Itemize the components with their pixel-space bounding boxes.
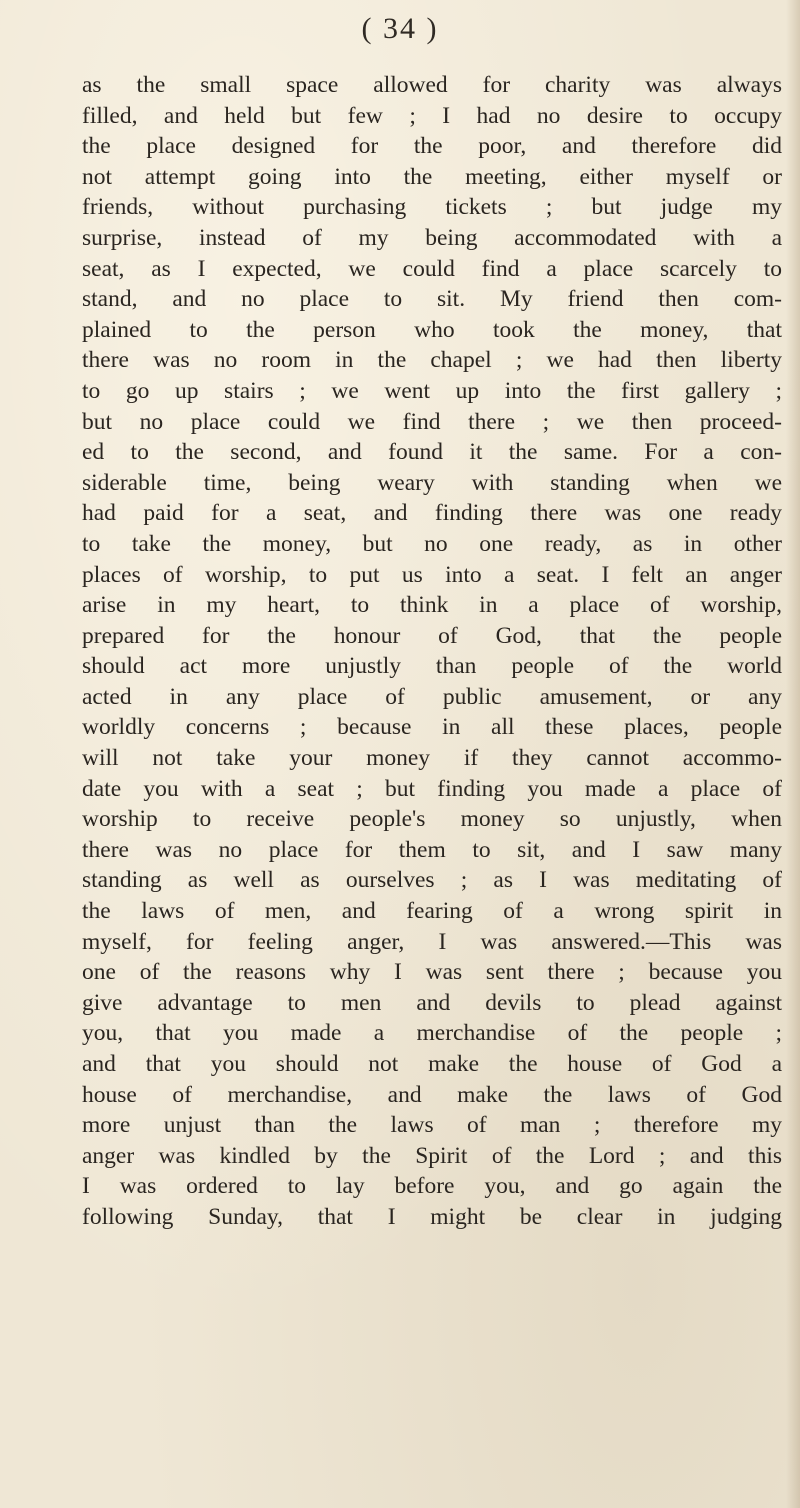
- text-line-04: not attempt going into the meeting, either myself or: [82, 163, 782, 190]
- text-line-15: had paid for a seat, and finding there was one ready: [82, 500, 782, 527]
- text-line-02: filled, and held but few ; I had no desire to occupy: [82, 102, 782, 129]
- text-line-24: date you with a seat ; but finding you made a place of: [82, 775, 782, 802]
- text-line-21: acted in any place of public amusement, or any: [82, 683, 782, 710]
- text-line-12: but no place could we find there ; we then proceed-: [82, 408, 782, 435]
- text-line-37: I was ordered to lay before you, and go again the: [82, 1173, 782, 1200]
- text-line-35: more unjust than the laws of man ; therefore my: [82, 1112, 782, 1139]
- text-line-16: to take the money, but no one ready, as in other: [82, 530, 782, 557]
- text-line-34: house of merchandise, and make the laws of God: [82, 1081, 782, 1108]
- text-line-09: plained to the person who took the money, that: [82, 316, 782, 343]
- text-line-33: and that you should not make the house of God a: [82, 1051, 782, 1077]
- text-line-23: will not take your money if they cannot accommo-: [82, 745, 782, 772]
- text-line-19: prepared for the honour of God, that the people: [82, 622, 782, 649]
- text-line-31: give advantage to men and devils to plead against: [82, 989, 782, 1016]
- page-edge-shadow: [786, 0, 800, 1508]
- text-line-07: seat, as I expected, we could find a place scarcely to: [82, 255, 782, 282]
- text-line-17: places of worship, to put us into a seat. I felt an anger: [82, 561, 782, 588]
- text-line-27: standing as well as ourselves ; as I was meditating of: [82, 867, 782, 894]
- body-text: [82, 70, 782, 1233]
- text-line-05: friends, without purchasing tickets ; but judge my: [82, 194, 782, 221]
- text-line-01: as the small space allowed for charity was always: [82, 72, 782, 98]
- text-line-08: stand, and no place to sit. My friend then com-: [82, 286, 782, 313]
- page-number: ( 34 ): [361, 12, 439, 45]
- text-line-26: there was no place for them to sit, and I saw many: [82, 836, 782, 863]
- text-line-18: arise in my heart, to think in a place of worship,: [82, 592, 782, 619]
- text-line-38: following Sunday, that I might be clear in judging: [82, 1203, 782, 1230]
- text-line-03: the place designed for the poor, and therefore did: [82, 133, 782, 160]
- text-line-22: worldly concerns ; because in all these places, people: [82, 714, 782, 741]
- text-line-32: you, that you made a merchandise of the people ;: [82, 1020, 782, 1047]
- text-line-13: ed to the second, and found it the same. For a con-: [82, 439, 782, 466]
- text-line-25: worship to receive people's money so unjustly, when: [82, 806, 782, 833]
- text-line-10: there was no room in the chapel ; we had then liberty: [82, 347, 782, 374]
- text-line-06: surprise, instead of my being accommodated with a: [82, 224, 782, 251]
- text-line-11: to go up stairs ; we went up into the first gallery ;: [82, 377, 782, 404]
- text-line-29: myself, for feeling anger, I was answered.—This was: [82, 928, 782, 955]
- text-line-30: one of the reasons why I was sent there ; because you: [82, 959, 782, 986]
- text-line-14: siderable time, being weary with standing when we: [82, 469, 782, 496]
- text-line-20: should act more unjustly than people of the world: [82, 653, 782, 680]
- text-line-28: the laws of men, and fearing of a wrong spirit in: [82, 898, 782, 925]
- text-line-36: anger was kindled by the Spirit of the Lord ; and this: [82, 1142, 782, 1169]
